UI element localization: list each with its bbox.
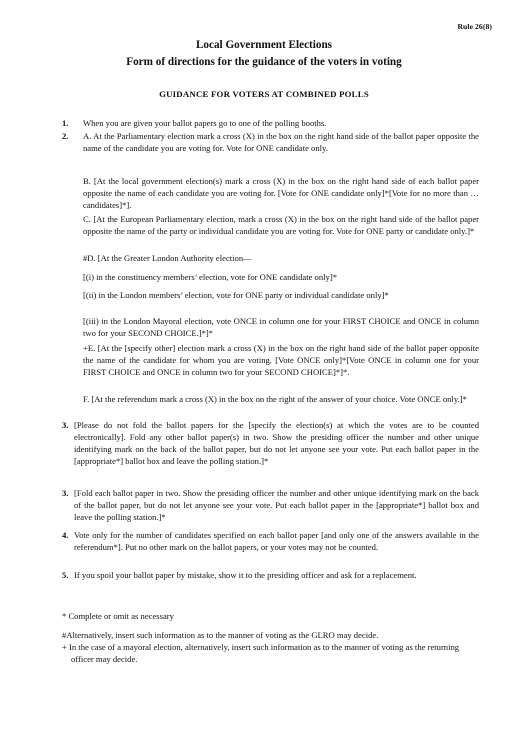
sub-paragraph-d-iii: [(iii) in the London Mayoral election, vote ONCE in column one for your FIRST CHOICE and ONCE in column two for your SECOND CHOICE.]*]* bbox=[83, 316, 479, 338]
document-subtitle: Form of directions for the guidance of the voters in voting bbox=[126, 56, 402, 68]
document-title: Local Government Elections bbox=[195, 39, 333, 51]
item-number: 3. bbox=[62, 488, 69, 498]
item-number: 1. bbox=[62, 118, 69, 128]
item-text: [Please do not fold the ballot papers for the [specify the election(s) at which the votes are to be counted electronically]. Fold any other ballot paper(s) in two. Show the presiding officer the number and other unique identifying mark on the back of the ballot paper, but do not let anyone see your vote. Put each ballot paper in the [appropriate*] ballot box and leave the polling station.]* bbox=[74, 420, 479, 466]
item-text: Vote only for the number of candidates specified on each ballot paper [and only one of the answers available in the referendum*]. Put no other mark on the ballot papers, or your votes may not be counted. bbox=[74, 530, 479, 552]
item-number: 3. bbox=[62, 420, 69, 430]
item-text: A. At the Parliamentary election mark a cross (X) in the box on the right hand side of the ballot paper opposite the name of the candidate you are voting for. Vote for ONE candidate only. bbox=[83, 131, 479, 153]
section-heading: GUIDANCE FOR VOTERS AT COMBINED POLLS bbox=[159, 89, 369, 99]
sub-paragraph-c: C. [At the European Parliamentary election, mark a cross (X) in the box on the right hand side of the ballot paper opposite the name of the party or individual candidate you are voting for. Vote for ONE party or candidate only.]* bbox=[83, 214, 479, 236]
sub-paragraph-e: +E. [At the [specify other] election mark a cross (X) in the box on the right hand side of the ballot paper opposite the name of the candidate for whom you are voting. [Vote ONCE only]*[Vote ONCE in column one for your FIRST CHOICE and ONCE in column two for your SECOND CHOICE]*]*. bbox=[83, 343, 479, 377]
sub-paragraph-d: #D. [At the Greater London Authority election— bbox=[83, 253, 252, 263]
item-text: When you are given your ballot papers go to one of the polling booths. bbox=[83, 118, 327, 128]
footnote-asterisk: * Complete or omit as necessary bbox=[62, 611, 174, 621]
item-number: 4. bbox=[62, 530, 69, 540]
footnote-hash: #Alternatively, insert such information as to the manner of voting as the GLRO may decide. bbox=[62, 630, 379, 640]
footnote-plus: + In the case of a mayoral election, alternatively, insert such information as to the manner of voting as the returning officer may decide. bbox=[62, 642, 460, 664]
item-number: 5. bbox=[62, 570, 69, 580]
sub-paragraph-d-i: [(i) in the constituency members’ election, vote for ONE candidate only]* bbox=[83, 272, 337, 282]
item-number: 2. bbox=[62, 131, 69, 141]
item-text: If you spoil your ballot paper by mistake, show it to the presiding officer and ask for a replacement. bbox=[74, 570, 417, 580]
rule-reference: Rule 26(8) bbox=[457, 22, 492, 31]
sub-paragraph-d-ii: [(ii) in the London members’ election, vote for ONE party or individual candidate only]* bbox=[83, 290, 389, 300]
sub-paragraph-f: F. [At the referendum mark a cross (X) in the box on the right of the answer of your choice. Vote ONCE only.]* bbox=[83, 394, 467, 404]
item-text: [Fold each ballot paper in two. Show the presiding officer the number and other unique identifying mark on the back of the ballot paper, but do not let anyone see your vote. Put each ballot paper in the [appropriate*] ballot box and leave the polling station.]* bbox=[74, 488, 479, 522]
sub-paragraph-b: B. [At the local government election(s) mark a cross (X) in the box on the right hand side of each ballot paper opposite the name of each candidate you are voting for. [Vote for ONE candidate only]*[Vote for no more than … candidates]*]. bbox=[83, 176, 479, 210]
